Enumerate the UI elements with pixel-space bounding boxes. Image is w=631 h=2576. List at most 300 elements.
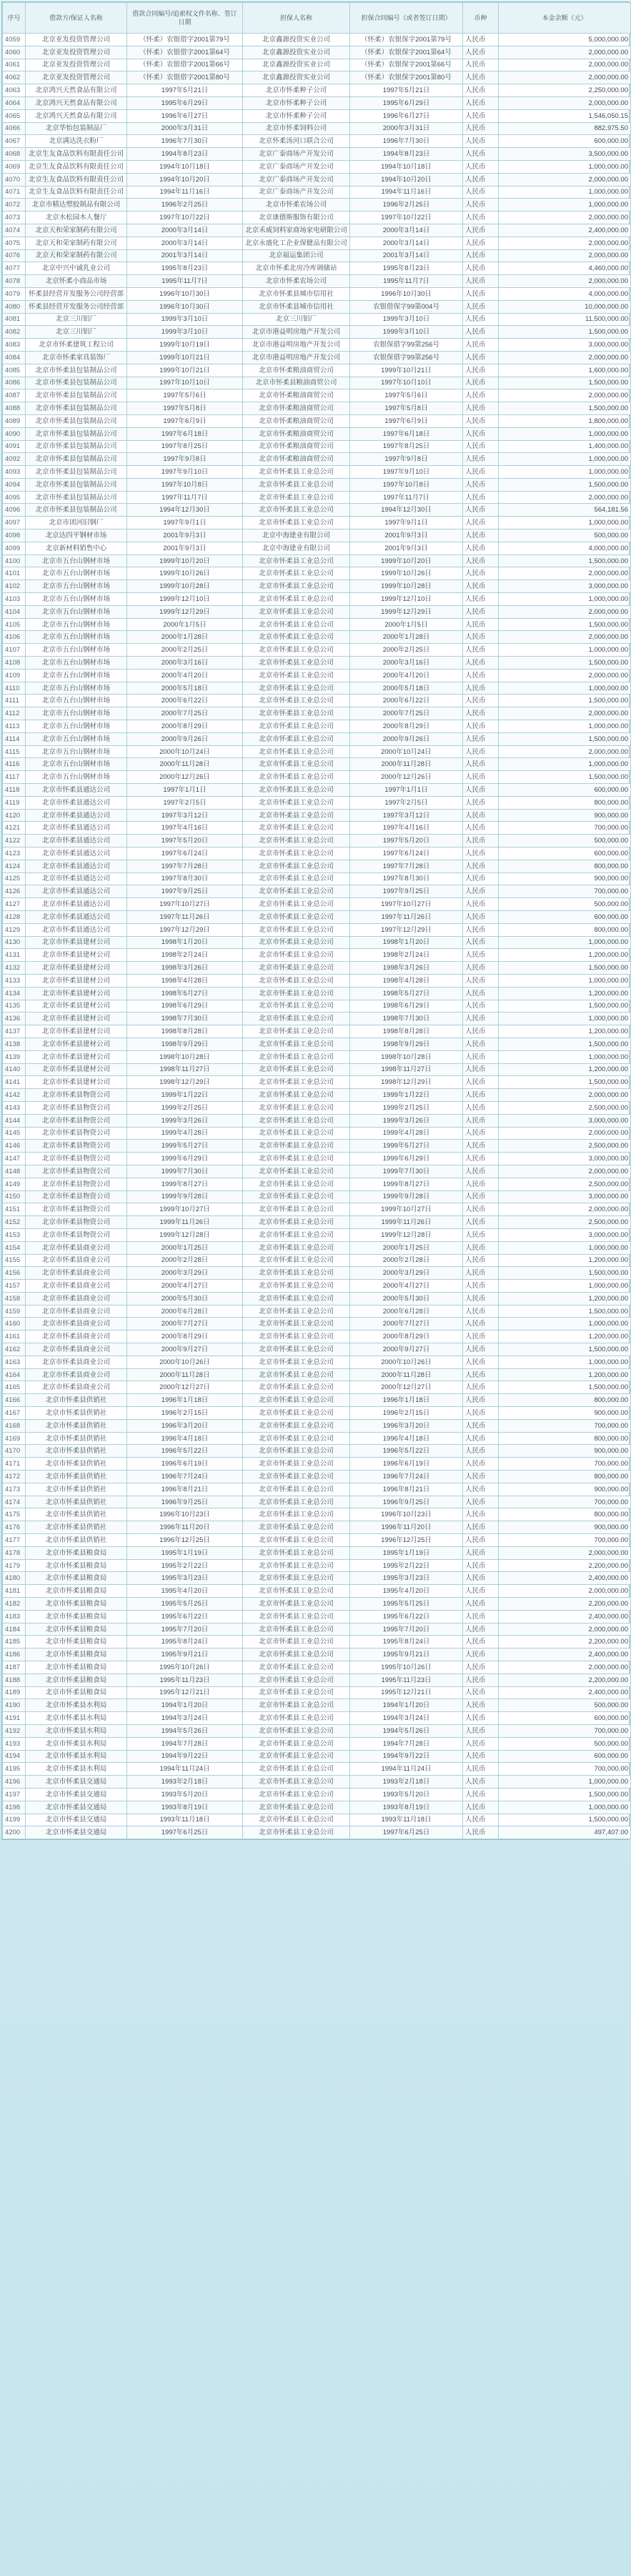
cell-currency: 人民币 [463,1610,499,1623]
cell-currency: 人民币 [463,707,499,720]
cell-borrower: 北京市怀柔县粮食局 [26,1585,127,1598]
cell-index: 4095 [3,491,26,504]
cell-currency: 人民币 [463,695,499,707]
cell-guarantee-contract: 1997年3月12日 [350,809,463,822]
cell-index: 4091 [3,440,26,453]
cell-contract: 1996年11月20日 [127,1521,243,1534]
cell-currency: 人民币 [463,1178,499,1190]
cell-index: 4070 [3,173,26,186]
cell-borrower: 北京市怀柔县商业公司 [26,1331,127,1343]
cell-currency: 人民币 [463,1496,499,1508]
table-row [3,962,631,975]
cell-principal: 700,000.00 [499,1763,631,1776]
cell-principal: 1,200,000.00 [499,1254,631,1267]
cell-principal: 800,000.00 [499,923,631,936]
cell-principal: 1,500,000.00 [499,657,631,670]
cell-principal: 1,200,000.00 [499,1292,631,1305]
cell-index: 4191 [3,1712,26,1725]
cell-borrower: 北京市怀柔县商业公司 [26,1241,127,1254]
cell-guarantee-contract: 1995年4月20日 [350,1585,463,1598]
cell-contract: 1995年8月23日 [127,262,243,275]
cell-contract: 1995年1月19日 [127,1546,243,1559]
cell-currency: 人民币 [463,173,499,186]
cell-guarantee-contract: 1995年11月23日 [350,1674,463,1686]
cell-contract: 1998年9月29日 [127,1038,243,1050]
cell-principal: 900,000.00 [499,1521,631,1534]
cell-currency: 人民币 [463,860,499,872]
cell-borrower: 北京市怀柔县粮食局 [26,1559,127,1572]
cell-borrower: 北京天和荣家制药有限公司 [26,224,127,237]
cell-borrower: 北京鸿兴天然食品有限公司 [26,96,127,109]
cell-contract: 2000年5月30日 [127,1292,243,1305]
cell-guarantor: 北京市怀柔县工业总公司 [243,1331,350,1343]
cell-currency: 人民币 [463,1521,499,1534]
cell-borrower: 北京市怀柔县粮食局 [26,1610,127,1623]
table-row [3,1025,631,1038]
table-row [3,186,631,199]
cell-guarantor: 北京市怀柔县工业总公司 [243,1699,350,1712]
table-row [3,860,631,872]
cell-index: 4122 [3,835,26,847]
cell-index: 4173 [3,1483,26,1496]
cell-guarantor: 北京市怀柔县工业总公司 [243,1013,350,1025]
cell-borrower: 北京市怀柔县包装制品公司 [26,491,127,504]
cell-guarantee-contract: 1998年10月28日 [350,1050,463,1063]
cell-index: 4099 [3,542,26,555]
cell-currency: 人民币 [463,847,499,860]
cell-principal: 700,000.00 [499,885,631,898]
cell-guarantee-contract: 2000年1月28日 [350,631,463,644]
cell-currency: 人民币 [463,351,499,364]
cell-index: 4199 [3,1814,26,1826]
cell-currency: 人民币 [463,1572,499,1585]
table-row [3,1101,631,1114]
cell-contract: 2000年5月18日 [127,682,243,695]
cell-contract: 1995年6月29日 [127,96,243,109]
cell-index: 4184 [3,1623,26,1636]
cell-borrower: 北京市团河旧钢厂 [26,517,127,529]
cell-borrower: 北京鸿兴天然食品有限公司 [26,109,127,122]
table-row [3,1534,631,1547]
cell-guarantor: 北京市怀柔县工业总公司 [243,745,350,758]
cell-index: 4089 [3,414,26,427]
cell-guarantor: 北京市怀柔北房冷库调储站 [243,262,350,275]
cell-borrower: 北京市怀柔县物资公司 [26,1165,127,1178]
cell-index: 4117 [3,771,26,784]
cell-guarantee-contract: 1997年7月28日 [350,860,463,872]
table-row [3,1165,631,1178]
cell-guarantor: 北京中海建业有限公司 [243,542,350,555]
table-row [3,427,631,440]
cell-principal: 2,000,000.00 [499,631,631,644]
cell-currency: 人民币 [463,440,499,453]
cell-borrower: 北京市怀柔县粮食局 [26,1674,127,1686]
cell-borrower: 北京市怀柔县供销社 [26,1407,127,1420]
cell-guarantee-contract: 2001年9月3日 [350,529,463,542]
cell-contract: 1999年10月20日 [127,555,243,567]
cell-index: 4065 [3,109,26,122]
cell-borrower: 北京市怀柔县粮食局 [26,1661,127,1674]
cell-borrower: 北京市怀柔县包装制品公司 [26,377,127,389]
table-row [3,1508,631,1521]
table-row [3,109,631,122]
table-row [3,936,631,949]
cell-principal: 800,000.00 [499,860,631,872]
cell-borrower: 北京市怀柔县商业公司 [26,1368,127,1381]
cell-guarantor: 北京市怀柔县工业总公司 [243,987,350,1000]
cell-guarantor: 北京市怀柔县工业总公司 [243,809,350,822]
cell-index: 4179 [3,1559,26,1572]
cell-borrower: 北京市怀柔县粮食局 [26,1598,127,1611]
cell-contract: 2000年8月29日 [127,1331,243,1343]
cell-borrower: 北京鸿兴天然食品有限公司 [26,84,127,97]
cell-index: 4101 [3,567,26,580]
cell-borrower: 北京市怀柔县物资公司 [26,1089,127,1102]
cell-contract: 2000年12月26日 [127,771,243,784]
cell-principal: 1,000,000.00 [499,682,631,695]
cell-index: 4155 [3,1254,26,1267]
cell-currency: 人民币 [463,517,499,529]
table-row [3,1661,631,1674]
cell-index: 4111 [3,695,26,707]
cell-contract: 1997年6月9日 [127,414,243,427]
cell-guarantor: 北京市怀柔县工业总公司 [243,1153,350,1165]
cell-guarantor: 北京市怀柔县工业总公司 [243,1101,350,1114]
table-row [3,414,631,427]
cell-guarantee-contract: 1999年5月27日 [350,1140,463,1153]
table-row [3,949,631,962]
cell-principal: 2,000,000.00 [499,96,631,109]
cell-currency: 人民币 [463,1063,499,1076]
cell-currency: 人民币 [463,809,499,822]
cell-borrower: 北京市五台山钢材市场 [26,720,127,733]
cell-guarantee-contract: 1997年5月8日 [350,402,463,415]
cell-guarantor: 北京市港益明房地产开发公司 [243,326,350,339]
cell-principal: 2,500,000.00 [499,1216,631,1229]
cell-guarantee-contract: 1995年3月23日 [350,1572,463,1585]
cell-guarantee-contract: 1998年8月28日 [350,1025,463,1038]
cell-currency: 人民币 [463,1381,499,1394]
cell-borrower: 北京市怀柔县商业公司 [26,1267,127,1280]
cell-guarantee-contract: 2000年2月25日 [350,644,463,657]
cell-borrower: 北京市怀柔县供销社 [26,1471,127,1483]
cell-index: 4109 [3,669,26,682]
cell-guarantee-contract: 1999年10月26日 [350,567,463,580]
cell-borrower: 北京市怀柔县建材公司 [26,936,127,949]
table-row [3,1013,631,1025]
cell-borrower: 北京市怀柔县建材公司 [26,1050,127,1063]
cell-guarantor: 北京鑫源投资实业公司 [243,59,350,71]
table-row [3,1254,631,1267]
table-row [3,148,631,161]
table-row [3,1381,631,1394]
cell-index: 4067 [3,135,26,148]
cell-contract: 1996年10月30日 [127,287,243,300]
cell-contract: 1997年5月6日 [127,389,243,402]
cell-contract: 1996年1月18日 [127,1394,243,1407]
cell-guarantee-contract: 2000年8月29日 [350,720,463,733]
table-row [3,1445,631,1458]
cell-index: 4105 [3,618,26,631]
table-row [3,1292,631,1305]
cell-index: 4126 [3,885,26,898]
cell-currency: 人民币 [463,84,499,97]
cell-contract: 2000年1月28日 [127,631,243,644]
cell-contract: 2000年10月26日 [127,1356,243,1368]
cell-guarantor: 北京市怀柔县工业总公司 [243,885,350,898]
cell-guarantor: 北京市怀柔县城市信用社 [243,300,350,313]
cell-currency: 人民币 [463,745,499,758]
table-row [3,351,631,364]
cell-principal: 1,500,000.00 [499,1381,631,1394]
table-row [3,567,631,580]
cell-contract: 1999年10月26日 [127,567,243,580]
cell-principal: 2,200,000.00 [499,1674,631,1686]
cell-guarantor: 北京市怀柔县工业总公司 [243,1572,350,1585]
cell-contract: 1998年6月29日 [127,1000,243,1013]
cell-currency: 人民币 [463,1228,499,1241]
cell-currency: 人民币 [463,1140,499,1153]
cell-guarantor: 北京市怀柔县工业总公司 [243,822,350,835]
cell-borrower: 北京市怀柔县商业公司 [26,1292,127,1305]
table-row [3,758,631,771]
cell-guarantor: 北京市怀柔县工业总公司 [243,1318,350,1331]
cell-contract: 1999年10月19日 [127,339,243,352]
table-row [3,1432,631,1445]
cell-contract: 1998年2月24日 [127,949,243,962]
cell-guarantor: 北京市怀柔县工业总公司 [243,1254,350,1267]
cell-index: 4066 [3,122,26,135]
cell-guarantee-contract: 1996年7月30日 [350,135,463,148]
cell-index: 4139 [3,1050,26,1063]
cell-principal: 1,500,000.00 [499,402,631,415]
cell-currency: 人民币 [463,71,499,84]
header-index: 序号 [3,3,26,34]
cell-guarantee-contract: 1998年7月30日 [350,1013,463,1025]
cell-principal: 900,000.00 [499,872,631,885]
cell-contract: 1995年5月25日 [127,1598,243,1611]
cell-currency: 人民币 [463,478,499,491]
cell-guarantee-contract: 1998年3月26日 [350,962,463,975]
cell-index: 4157 [3,1280,26,1293]
cell-contract: 1996年8月21日 [127,1483,243,1496]
cell-currency: 人民币 [463,96,499,109]
cell-borrower: 北京市怀柔县包装制品公司 [26,504,127,517]
cell-index: 4103 [3,593,26,606]
table-row [3,1763,631,1776]
cell-principal: 2,000,000.00 [499,1661,631,1674]
cell-contract: 1997年6月24日 [127,847,243,860]
cell-currency: 人民币 [463,1559,499,1572]
cell-borrower: 北京市怀柔县建材公司 [26,1000,127,1013]
cell-borrower: 北京市怀柔县通达公司 [26,796,127,809]
cell-index: 4144 [3,1114,26,1127]
cell-guarantor: 北京市怀柔县工业总公司 [243,567,350,580]
cell-principal: 1,000,000.00 [499,1241,631,1254]
cell-borrower: 北京市怀柔县交通局 [26,1776,127,1789]
cell-contract: 2001年3月14日 [127,249,243,262]
cell-guarantee-contract: 1994年5月26日 [350,1724,463,1737]
cell-currency: 人民币 [463,1292,499,1305]
cell-index: 4137 [3,1025,26,1038]
table-row [3,1241,631,1254]
cell-contract: 1995年10月26日 [127,1661,243,1674]
cell-guarantee-contract: 2000年7月27日 [350,1318,463,1331]
cell-currency: 人民币 [463,1699,499,1712]
cell-guarantee-contract: 农银保借字99第256号 [350,351,463,364]
cell-guarantee-contract: （怀柔）农银保字2001第64号 [350,46,463,59]
cell-guarantor: 北京市怀柔粮油商贸公司 [243,402,350,415]
cell-guarantee-contract: 2000年2月28日 [350,1254,463,1267]
cell-guarantee-contract: 2000年7月25日 [350,707,463,720]
cell-currency: 人民币 [463,46,499,59]
cell-guarantor: 北京市怀柔县工业总公司 [243,1381,350,1394]
cell-currency: 人民币 [463,1013,499,1025]
table-row [3,1788,631,1801]
cell-contract: 1999年10月28日 [127,580,243,593]
cell-guarantor: 北京市怀柔县工业总公司 [243,1280,350,1293]
cell-currency: 人民币 [463,974,499,987]
table-row [3,1737,631,1750]
cell-principal: 1,500,000.00 [499,478,631,491]
cell-borrower: 北京亚发投资管理公司 [26,46,127,59]
cell-contract: 1994年1月20日 [127,1699,243,1712]
cell-borrower: 北京市怀柔县物资公司 [26,1178,127,1190]
cell-guarantee-contract: 1997年11月7日 [350,491,463,504]
cell-index: 4167 [3,1407,26,1420]
cell-guarantor: 北京市怀柔县工业总公司 [243,1496,350,1508]
cell-guarantee-contract: 2000年5月30日 [350,1292,463,1305]
cell-index: 4200 [3,1826,26,1839]
cell-principal: 1,500,000.00 [499,618,631,631]
cell-currency: 人民币 [463,910,499,923]
cell-index: 4082 [3,326,26,339]
cell-borrower: 北京市怀柔县通达公司 [26,898,127,911]
cell-guarantor: 北京广泰商场产开发公司 [243,173,350,186]
cell-principal: 1,000,000.00 [499,1280,631,1293]
cell-index: 4161 [3,1331,26,1343]
cell-contract: 1997年9月8日 [127,453,243,466]
cell-index: 4075 [3,237,26,249]
header-guarantee-contract: 担保合同编号（或者签订日期） [350,3,463,34]
cell-principal: 1,000,000.00 [499,186,631,199]
cell-guarantor: 北京市怀柔县工业总公司 [243,962,350,975]
cell-guarantee-contract: 1994年8月23日 [350,148,463,161]
cell-guarantor: 北京市怀柔县工业总公司 [243,631,350,644]
cell-principal: 800,000.00 [499,796,631,809]
cell-currency: 人民币 [463,262,499,275]
cell-index: 4196 [3,1776,26,1789]
cell-index: 4160 [3,1318,26,1331]
cell-principal: 1,200,000.00 [499,987,631,1000]
cell-guarantor: 北京市怀柔县工业总公司 [243,1114,350,1127]
cell-borrower: 北京亚发投资管理公司 [26,71,127,84]
cell-contract: 2000年4月20日 [127,669,243,682]
table-row [3,847,631,860]
cell-currency: 人民币 [463,555,499,567]
cell-contract: 1997年9月25日 [127,885,243,898]
cell-principal: 1,000,000.00 [499,160,631,173]
cell-index: 4131 [3,949,26,962]
cell-contract: 1998年1月20日 [127,936,243,949]
cell-contract: 2000年1月25日 [127,1241,243,1254]
cell-principal: 900,000.00 [499,1407,631,1420]
cell-index: 4124 [3,860,26,872]
cell-guarantor: 北京市怀柔县工业总公司 [243,1712,350,1725]
cell-guarantee-contract: 2000年3月14日 [350,224,463,237]
cell-borrower: 北京市怀柔县交通局 [26,1788,127,1801]
cell-contract: 1996年10月30日 [127,300,243,313]
cell-guarantor: 北京市怀柔县粮油商贸公司 [243,377,350,389]
cell-guarantee-contract: 1997年4月16日 [350,822,463,835]
cell-currency: 人民币 [463,1712,499,1725]
cell-borrower: 北京市怀柔县水利局 [26,1724,127,1737]
cell-currency: 人民币 [463,962,499,975]
cell-borrower: 北京市怀柔县包装制品公司 [26,440,127,453]
cell-guarantee-contract: 1998年5月27日 [350,987,463,1000]
cell-guarantor: 北京市怀柔县工业总公司 [243,1356,350,1368]
cell-index: 4107 [3,644,26,657]
table-row [3,491,631,504]
table-row [3,1267,631,1280]
table-row [3,707,631,720]
cell-contract: 1993年2月18日 [127,1776,243,1789]
cell-borrower: 北京市五台山钢材市场 [26,580,127,593]
cell-principal: 700,000.00 [499,1724,631,1737]
table-row [3,1814,631,1826]
cell-index: 4100 [3,555,26,567]
cell-index: 4146 [3,1140,26,1153]
cell-guarantor: 北京市怀柔县工业总公司 [243,1648,350,1661]
cell-contract: 1995年9月21日 [127,1648,243,1661]
cell-guarantee-contract: 1997年10月8日 [350,478,463,491]
cell-currency: 人民币 [463,1623,499,1636]
table-row [3,1190,631,1203]
cell-borrower: 北京市怀柔县通达公司 [26,784,127,797]
table-row [3,745,631,758]
cell-guarantee-contract: 1997年5月21日 [350,84,463,97]
table-row [3,1610,631,1623]
cell-contract: 2000年6月22日 [127,695,243,707]
cell-principal: 2,000,000.00 [499,59,631,71]
cell-contract: 1997年1月1日 [127,784,243,797]
cell-guarantee-contract: 1998年12月29日 [350,1076,463,1089]
cell-guarantor: 北京市怀柔县工业总公司 [243,695,350,707]
cell-guarantor: 北京鑫源投资实业公司 [243,71,350,84]
cell-contract: 1998年4月28日 [127,974,243,987]
cell-borrower: 北京生友食品饮料有限责任公司 [26,186,127,199]
cell-guarantee-contract: 1993年8月19日 [350,1801,463,1814]
cell-borrower: 北京市怀柔县建材公司 [26,1076,127,1089]
cell-index: 4174 [3,1496,26,1508]
cell-currency: 人民币 [463,1585,499,1598]
cell-contract: 1994年12月30日 [127,504,243,517]
cell-currency: 人民币 [463,199,499,212]
cell-borrower: 北京市怀柔县粮食局 [26,1686,127,1699]
cell-index: 4152 [3,1216,26,1229]
cell-guarantor: 北京市怀柔县工业总公司 [243,1394,350,1407]
cell-guarantor: 北京市怀柔县工业总公司 [243,1737,350,1750]
cell-guarantor: 北京市怀柔县工业总公司 [243,910,350,923]
cell-index: 4188 [3,1674,26,1686]
cell-contract: 1999年8月27日 [127,1178,243,1190]
cell-principal: 4,000,000.00 [499,542,631,555]
cell-principal: 1,000,000.00 [499,1356,631,1368]
cell-guarantee-contract: 1997年9月25日 [350,885,463,898]
header-principal: 本金余额（元） [499,3,631,34]
table-row [3,669,631,682]
header-borrower: 借款方/保证人名称 [26,3,127,34]
